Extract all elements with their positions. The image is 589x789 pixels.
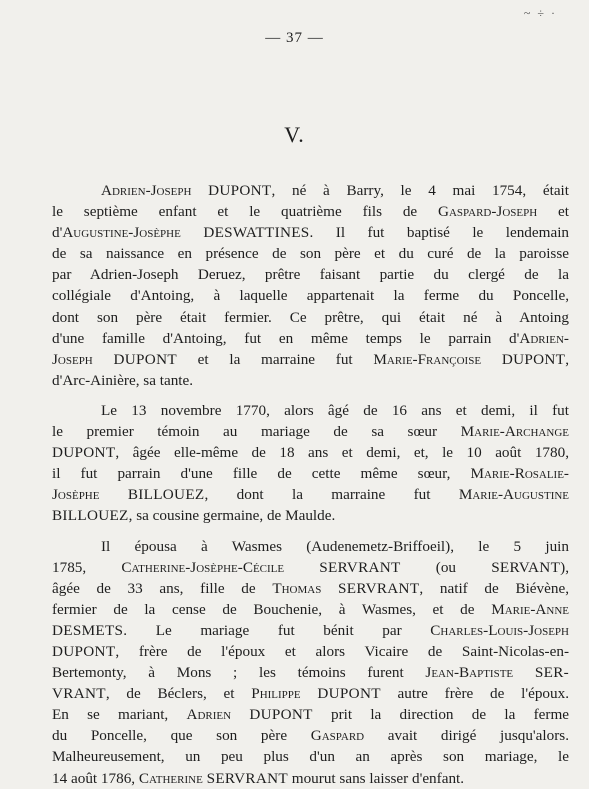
text-run: de sa naissance en présence de son père et du curé de la paroisse bbox=[52, 245, 569, 263]
name-small-caps: Catherine bbox=[138, 769, 203, 787]
surname: SERVRANT bbox=[338, 579, 420, 597]
text-run bbox=[284, 559, 319, 576]
text-run: avait dirigé jusqu'alors. bbox=[364, 727, 569, 745]
name-small-caps: Marie-Anne bbox=[491, 600, 569, 618]
text-run bbox=[231, 706, 249, 723]
text-run: . Il fut baptisé le lendemain bbox=[309, 224, 570, 242]
text-run: Malheureusement, un peu plus d'un an après son mariage, le bbox=[52, 748, 569, 766]
text-line bbox=[52, 641, 569, 662]
chapter-title: V. bbox=[284, 122, 305, 147]
text-run: et la marraine fut bbox=[176, 350, 374, 368]
name-small-caps: Adrien-Joseph bbox=[101, 182, 192, 199]
text-run: d'une famille d'Antoing, fut en même temps le parrain d' bbox=[52, 329, 520, 347]
text-line bbox=[52, 328, 569, 349]
text-run: du Poncelle, que son père bbox=[52, 727, 311, 745]
name-small-caps: Augustine-Josèphe bbox=[62, 224, 181, 242]
name-small-caps: Gaspard-Joseph bbox=[438, 203, 538, 221]
surname: DUPONT bbox=[52, 444, 116, 462]
text-run: , natif de Biévène, bbox=[419, 579, 569, 597]
text-run: prit la direction de la ferme bbox=[312, 706, 569, 724]
text-run: le septième enfant et le quatrième fils de bbox=[52, 203, 438, 221]
text-run bbox=[481, 351, 502, 368]
text-line bbox=[52, 599, 569, 620]
text-run: En se mariant, bbox=[52, 706, 187, 724]
text-line bbox=[52, 683, 569, 704]
text-line bbox=[52, 578, 569, 599]
text-line bbox=[52, 662, 569, 683]
text-line bbox=[52, 264, 569, 285]
name-small-caps: Marie-Augustine bbox=[458, 486, 570, 504]
surname: VRANT bbox=[52, 685, 106, 703]
name-small-caps: Gaspard bbox=[310, 727, 365, 745]
text-line bbox=[52, 180, 569, 201]
text-run: d'Arc-Ainière, sa tante. bbox=[52, 371, 194, 389]
text-line bbox=[52, 243, 569, 264]
surname: DESMETS bbox=[52, 621, 124, 639]
text-run: Le 13 novembre 1770, alors âgé de 16 ans et demi, il fut bbox=[101, 401, 569, 419]
paragraph bbox=[52, 400, 569, 527]
text-line bbox=[52, 725, 569, 746]
surname: BILLOUEZ bbox=[52, 507, 129, 525]
surname: DESWATTINES bbox=[203, 224, 310, 242]
text-line bbox=[52, 222, 569, 243]
text-line bbox=[52, 557, 569, 578]
name-small-caps: Philippe bbox=[251, 685, 301, 703]
text-run bbox=[93, 351, 114, 368]
text-run bbox=[99, 486, 127, 503]
text-line bbox=[52, 400, 569, 421]
text-run: 1785, bbox=[52, 558, 122, 576]
name-small-caps: Marie-Françoise bbox=[373, 350, 482, 368]
name-small-caps: Thomas bbox=[272, 579, 322, 597]
surname: DUPONT bbox=[249, 706, 313, 724]
paragraph bbox=[52, 536, 569, 789]
text-run: et bbox=[537, 203, 569, 221]
text-run: collégiale d'Antoing, à laquelle appartenait la ferme du Poncelle, bbox=[52, 287, 569, 305]
text-run bbox=[301, 685, 318, 702]
surname: DUPONT bbox=[208, 182, 272, 199]
surname: SER- bbox=[534, 664, 569, 682]
text-run: , bbox=[565, 350, 570, 368]
text-run: , frère de l'époux et alors Vicaire de Saint-Nicolas-en- bbox=[115, 642, 569, 660]
surname: SERVANT bbox=[491, 558, 561, 576]
text-line bbox=[52, 768, 569, 789]
text-line bbox=[52, 349, 569, 370]
body-text bbox=[52, 180, 569, 789]
text-run: , de Béclers, et bbox=[105, 685, 252, 703]
text-line bbox=[52, 307, 569, 328]
surname: DUPONT bbox=[52, 642, 116, 660]
text-run: d' bbox=[52, 224, 63, 242]
text-run bbox=[513, 664, 535, 681]
text-run: fermier de la cense de Bouchenie, à Wasmes, et de bbox=[52, 600, 492, 618]
text-line bbox=[52, 620, 569, 641]
text-line bbox=[52, 484, 569, 505]
name-small-caps: Joseph bbox=[52, 350, 93, 368]
surname: DUPONT bbox=[501, 350, 566, 368]
surname: SERVRANT bbox=[206, 769, 288, 787]
text-run: le premier témoin au mariage de sa sœur bbox=[52, 423, 461, 441]
text-run: , né à Barry, le 4 mai 1754, était bbox=[271, 182, 569, 199]
surname: DUPONT bbox=[113, 350, 177, 368]
text-run: , dont la marraine fut bbox=[204, 486, 459, 504]
text-run bbox=[321, 580, 338, 597]
text-line bbox=[52, 505, 569, 526]
text-line bbox=[52, 704, 569, 725]
name-small-caps: Marie-Rosalie- bbox=[470, 465, 569, 483]
text-run: autre frère de l'époux. bbox=[380, 685, 570, 703]
text-run: âgée de 33 ans, fille de bbox=[52, 579, 273, 597]
paragraph bbox=[52, 180, 569, 391]
text-run: Bertemonty, à Mons ; les témoins furent bbox=[52, 664, 426, 682]
text-run bbox=[191, 182, 208, 199]
text-run: , sa cousine germaine, de Maulde. bbox=[128, 507, 336, 525]
text-line bbox=[52, 421, 569, 442]
text-line bbox=[52, 285, 569, 306]
text-line bbox=[52, 442, 569, 463]
surname: DUPONT bbox=[317, 685, 381, 703]
text-run: . Le mariage fut bénit par bbox=[123, 621, 431, 639]
text-run: mourut sans laisser d'enfant. bbox=[287, 769, 465, 787]
name-small-caps: Josèphe bbox=[52, 486, 100, 504]
text-line bbox=[52, 463, 569, 484]
text-run: (ou bbox=[400, 558, 492, 576]
text-run: par Adrien-Joseph Deruez, prêtre faisant partie du clergé de la bbox=[52, 266, 569, 284]
surname: SERVRANT bbox=[319, 558, 401, 576]
name-small-caps: Adrien bbox=[186, 706, 232, 724]
text-line bbox=[52, 201, 569, 222]
text-run: Il épousa à Wasmes (Audenemetz-Briffoeil), le 5 juin bbox=[101, 537, 569, 555]
name-small-caps: Catherine-Josèphe-Cécile bbox=[121, 558, 285, 576]
text-run: , âgée elle-même de 18 ans et demi, et, le 10 août 1780, bbox=[115, 444, 569, 462]
page-number: — 37 — bbox=[265, 30, 324, 46]
text-run: 14 août 1786, bbox=[52, 769, 139, 787]
surname: BILLOUEZ bbox=[127, 486, 205, 504]
text-run bbox=[181, 224, 203, 241]
text-line bbox=[52, 536, 569, 557]
name-small-caps: Jean-Baptiste bbox=[425, 664, 514, 682]
name-small-caps: Adrien- bbox=[519, 329, 569, 347]
text-line bbox=[52, 746, 569, 767]
corner-mark: ~ ÷ · bbox=[523, 6, 557, 20]
name-small-caps: Charles-Louis-Joseph bbox=[430, 621, 569, 639]
text-run: ), bbox=[560, 558, 570, 576]
text-run: dont son père était fermier. Ce prêtre, qui était né à Antoing bbox=[52, 308, 569, 326]
text-run: il fut parrain d'une fille de cette même sœur, bbox=[52, 465, 471, 483]
text-line bbox=[52, 370, 569, 391]
name-small-caps: Marie-Archange bbox=[460, 423, 569, 441]
